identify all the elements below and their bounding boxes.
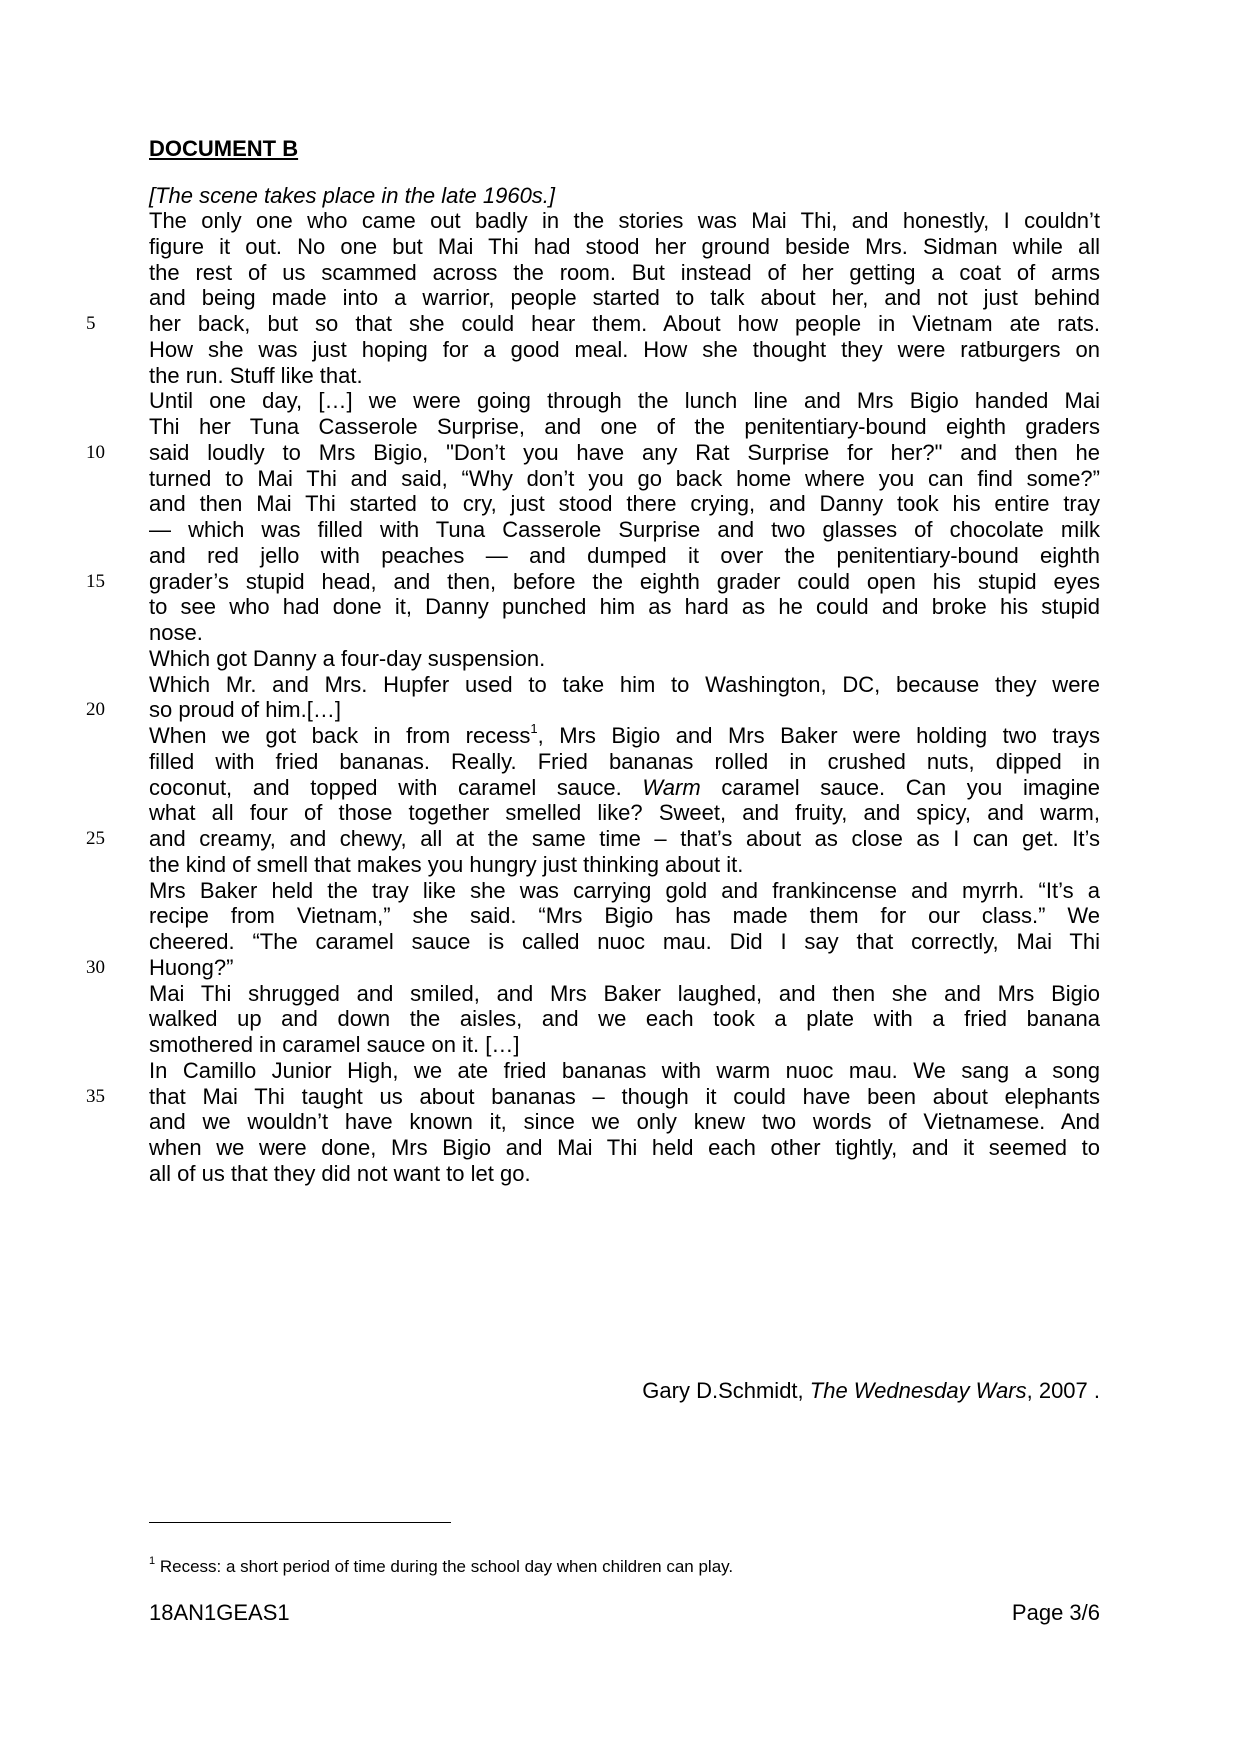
text-line (149, 721, 1100, 750)
text-line: the run. Stuff like that. (149, 363, 363, 388)
line-segment: , Mrs Bigio and Mrs Baker were holding two trays (537, 723, 1100, 748)
footnote-reference: 1 (530, 720, 538, 736)
text-line: walked up and down the aisles, and we each took a plate with a fried banana (149, 1006, 1100, 1031)
citation-author: Gary D.Schmidt, (642, 1378, 810, 1403)
footnote-marker: 1 (149, 1555, 156, 1568)
text-line: Thi her Tuna Casserole Surprise, and one of the penitentiary-bound eighth graders (149, 414, 1100, 439)
line-segment: coconut, and topped with caramel sauce. (149, 775, 643, 800)
text-line: when we were done, Mrs Bigio and Mai Thi held each other tightly, and it seemed to (149, 1135, 1100, 1160)
line-number: 20 (86, 699, 105, 720)
text-line: and creamy, and chewy, all at the same time – that’s about as close as I can get. It’s (149, 826, 1100, 851)
text-line: the kind of smell that makes you hungry just thinking about it. (149, 852, 744, 877)
line-segment: When we got back in from recess (149, 723, 531, 748)
text-line: and then Mai Thi started to cry, just stood there crying, and Danny took his entire tray (149, 491, 1100, 516)
text-line: and being made into a warrior, people started to talk about her, and not just behind (149, 285, 1100, 310)
line-number: 35 (86, 1086, 105, 1107)
text-line: Until one day, […] we were going through the lunch line and Mrs Bigio handed Mai (149, 388, 1100, 413)
text-line: Mai Thi shrugged and smiled, and Mrs Baker laughed, and then she and Mrs Bigio (149, 981, 1100, 1006)
document-title: DOCUMENT B (149, 136, 299, 161)
footnote-text: Recess: a short period of time during the school day when children can play. (155, 1557, 734, 1576)
line-number: 30 (86, 957, 105, 978)
line-number: 5 (86, 313, 96, 334)
text-line: Mrs Baker held the tray like she was carrying gold and frankincense and myrrh. “It’s a (149, 878, 1100, 903)
text-line: that Mai Thi taught us about bananas – though it could have been about elephants (149, 1084, 1100, 1109)
scene-context: [The scene takes place in the late 1960s.] (149, 183, 556, 208)
text-line: Which got Danny a four-day suspension. (149, 646, 546, 671)
text-line: cheered. “The caramel sauce is called nuoc mau. Did I say that correctly, Mai Thi (149, 929, 1100, 954)
footnote-divider (149, 1522, 451, 1523)
text-line: so proud of him.[…] (149, 697, 341, 722)
text-line: Huong?” (149, 955, 234, 980)
text-line: Which Mr. and Mrs. Hupfer used to take him to Washington, DC, because they were (149, 672, 1100, 697)
document-code: 18AN1GEAS1 (149, 1600, 290, 1625)
text-line: and we wouldn’t have known it, since we only knew two words of Vietnamese. And (149, 1109, 1100, 1134)
text-line: to see who had done it, Danny punched him as hard as he could and broke his stupid (149, 594, 1100, 619)
text-line: all of us that they did not want to let go. (149, 1161, 531, 1186)
citation (642, 1376, 1100, 1405)
emphasis: Warm (642, 775, 701, 800)
text-line: figure it out. No one but Mai Thi had stood her ground beside Mrs. Sidman while all (149, 234, 1100, 259)
text-line: said loudly to Mrs Bigio, "Don’t you have any Rat Surprise for her?" and then he (149, 440, 1100, 465)
text-line: the rest of us scammed across the room. But instead of her getting a coat of arms (149, 260, 1100, 285)
text-line: and red jello with peaches — and dumped it over the penitentiary-bound eighth (149, 543, 1100, 568)
text-line: — which was filled with Tuna Casserole Surprise and two glasses of chocolate milk (149, 517, 1100, 542)
line-segment: caramel sauce. Can you imagine (700, 775, 1100, 800)
line-number: 25 (86, 828, 105, 849)
text-line: nose. (149, 620, 203, 645)
text-line: The only one who came out badly in the stories was Mai Thi, and honestly, I couldn’t (149, 208, 1100, 233)
text-line: recipe from Vietnam,” she said. “Mrs Bigio has made them for our class.” We (149, 903, 1100, 928)
text-line: what all four of those together smelled like? Sweet, and fruity, and spicy, and warm, (149, 800, 1100, 825)
line-number: 10 (86, 442, 105, 463)
text-line: In Camillo Junior High, we ate fried bananas with warm nuoc mau. We sang a song (149, 1058, 1100, 1083)
line-number: 15 (86, 571, 105, 592)
text-line: How she was just hoping for a good meal. How she thought they were ratburgers on (149, 337, 1100, 362)
text-line: smothered in caramel sauce on it. […] (149, 1032, 520, 1057)
text-line: her back, but so that she could hear them. About how people in Vietnam ate rats. (149, 311, 1100, 336)
footnote (149, 1556, 733, 1578)
citation-year: , 2007 . (1026, 1378, 1100, 1403)
text-line: turned to Mai Thi and said, “Why don’t you go back home where you can find some?” (149, 466, 1100, 491)
text-line: grader’s stupid head, and then, before the eighth grader could open his stupid eyes (149, 569, 1100, 594)
page-number: Page 3/6 (1011, 1600, 1100, 1625)
citation-work-title: The Wednesday Wars (809, 1378, 1027, 1403)
text-line: filled with fried bananas. Really. Fried bananas rolled in crushed nuts, dipped in (149, 749, 1100, 774)
